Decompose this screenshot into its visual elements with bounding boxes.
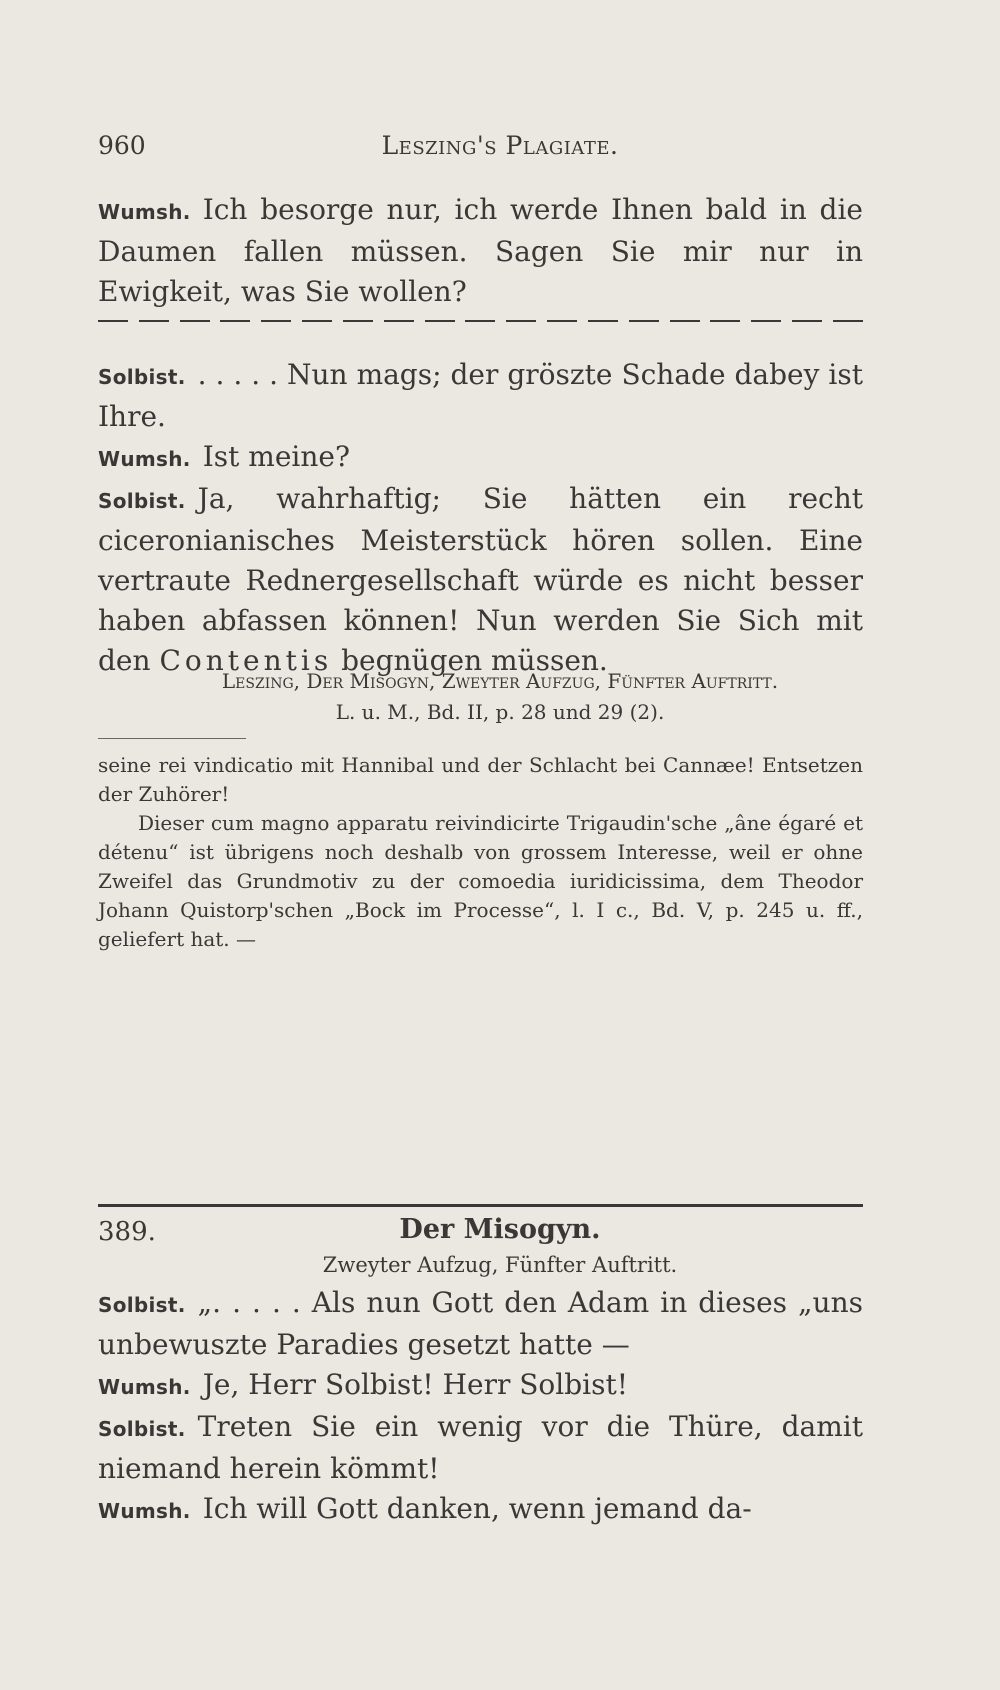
page-number: 960 — [98, 131, 146, 160]
footnote-paragraph: seine rei vindicatio mit Hannibal und der Schlacht bei Cannæe! Entsetzen der Zuhörer! — [98, 753, 863, 806]
footnote — [98, 751, 863, 954]
footnote-paragraph: Dieser cum magno apparatu reivindicirte Trigaudin'sche „âne égaré et détenu“ ist übrigens noch deshalb von grossem Interesse, weil er ohne Zweifel das Grundmotiv zu der comoedia iuridicissima, dem Theodor Johann Quistorp'schen „Bock im Processe“, l. I c., Bd. V, p. 245 u. ff., geliefert hat. — — [98, 811, 863, 951]
running-title: Leszing's Plagiate. — [381, 131, 619, 160]
speaker-name: Solbist. — [98, 365, 186, 389]
dialogue-line — [98, 479, 863, 681]
dialogue-text: Ich will Gott danken, wenn jemand da- — [202, 1492, 752, 1525]
dialogue-text: Treten Sie ein wenig vor die Thüre, damit niemand herein kömmt! — [98, 1410, 863, 1485]
dialogue-line — [98, 1283, 863, 1365]
speaker-name: Solbist. — [98, 1293, 186, 1317]
dialogue-text: Je, Herr Solbist! Herr Solbist! — [202, 1368, 628, 1401]
dialogue-text: Ist meine? — [202, 440, 350, 473]
dialogue-text: Ich besorge nur, ich werde Ihnen bald in die Daumen fallen müssen. Sagen Sie mir nur in Ewigkeit, was Sie wollen? — [98, 193, 863, 308]
speaker-name: Solbist. — [98, 489, 186, 513]
dialogue-text: Ja, wahrhaftig; Sie hätten ein recht ciceronianisches Meisterstück hören sollen. Eine vertraute Rednergesellschaft würde es nicht besser haben abfassen können! Nun werden Sie Sich mit den — [98, 482, 863, 677]
speaker-name: Solbist. — [98, 1417, 186, 1441]
footnote-rule — [98, 738, 246, 739]
omission-dash-line — [98, 314, 863, 328]
section-rule — [98, 1204, 863, 1207]
dialogue-text: . . . . . Nun mags; der gröszte Schade dabey ist Ihre. — [98, 358, 863, 433]
dialogue-line — [98, 437, 863, 479]
speaker-name: Wumsh. — [98, 200, 191, 224]
dialogue-line — [98, 1407, 863, 1489]
speaker-name: Wumsh. — [98, 1375, 191, 1399]
section-title: Der Misogyn. — [399, 1214, 601, 1245]
dialogue-line — [98, 190, 863, 312]
dialogue-line — [98, 1489, 863, 1531]
section-subtitle: Zweyter Aufzug, Fünfter Auftritt. — [322, 1253, 678, 1277]
dialogue-text-end: begnügen müssen. — [341, 644, 608, 677]
dialogue-passage-1b — [98, 355, 863, 681]
section-number: 389. — [98, 1217, 156, 1247]
dialogue-passage-2 — [98, 1283, 863, 1531]
dialogue-passage-1a — [98, 190, 863, 312]
dialogue-line — [98, 355, 863, 437]
dialogue-line — [98, 1365, 863, 1407]
spaced-latin-word: Contentis — [159, 644, 333, 677]
citation-line-1: Leszing, Der Misogyn, Zweyter Aufzug, Fünfter Auftritt. — [221, 669, 779, 693]
speaker-name: Wumsh. — [98, 1499, 191, 1523]
citation-line-2: L. u. M., Bd. II, p. 28 und 29 (2). — [335, 700, 665, 724]
speaker-name: Wumsh. — [98, 447, 191, 471]
dialogue-text: „. . . . . Als nun Gott den Adam in dieses „uns unbewuszte Paradies gesetzt hatte — — [98, 1286, 863, 1361]
